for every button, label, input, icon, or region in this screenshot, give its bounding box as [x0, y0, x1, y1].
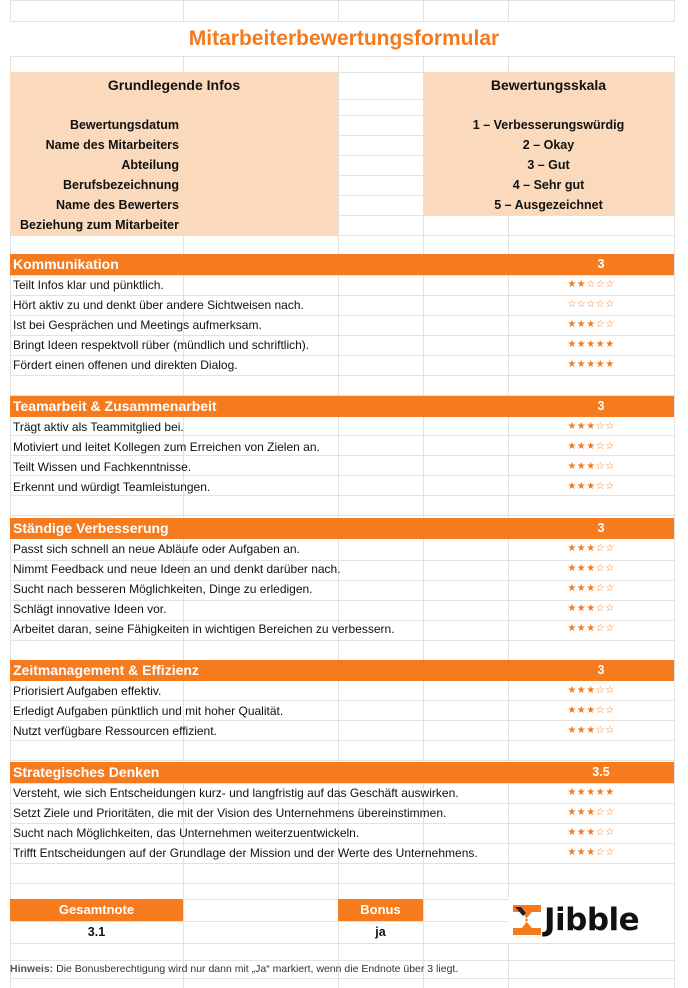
section-score: 3: [597, 521, 605, 535]
jibble-logo-icon: [510, 902, 544, 938]
star-rating[interactable]: ★★★☆☆: [567, 827, 615, 838]
hint-label: Hinweis:: [10, 963, 54, 975]
star-rating[interactable]: ★★★★★: [567, 787, 615, 798]
section-header: [10, 660, 674, 681]
basic-info-label: Name des Mitarbeiters: [10, 135, 183, 155]
section-title: Ständige Verbesserung: [13, 520, 169, 536]
star-rating[interactable]: ★★★☆☆: [567, 441, 615, 452]
star-rating[interactable]: ★★★☆☆: [567, 807, 615, 818]
section-title: Teamarbeit & Zusammenarbeit: [13, 398, 217, 414]
star-rating[interactable]: ★★★☆☆: [567, 563, 615, 574]
rating-scale-item: 2 – Okay: [423, 135, 674, 155]
section-header: [10, 518, 674, 539]
basic-info-label: Bewertungsdatum: [10, 115, 183, 135]
hint-text: Die Bonusberechtigung wird nur dann mit „Ja“ markiert, wenn die Endnote über 3 liegt.: [53, 963, 459, 975]
rating-scale-item: 3 – Gut: [423, 155, 674, 175]
criteria-item: Erledigt Aufgaben pünktlich und mit hoher Qualität.: [13, 704, 284, 718]
criteria-item: Arbeitet daran, seine Fähigkeiten in wichtigen Bereichen zu verbessern.: [13, 622, 395, 636]
star-rating[interactable]: ★★★☆☆: [567, 461, 615, 472]
rating-scale-spacer: [423, 99, 674, 115]
star-rating[interactable]: ★★★★★: [567, 359, 615, 370]
criteria-item: Bringt Ideen respektvoll rüber (mündlich und schriftlich).: [13, 338, 310, 352]
criteria-item: Nimmt Feedback und neue Ideen an und denkt darüber nach.: [13, 562, 341, 576]
rating-scale-header: Bewertungsskala: [423, 72, 674, 99]
section-score: 3: [597, 257, 605, 271]
basic-info-value-field[interactable]: [184, 135, 338, 155]
criteria-item: Priorisiert Aufgaben effektiv.: [13, 684, 162, 698]
star-rating[interactable]: ★★★☆☆: [567, 421, 615, 432]
basic-info-header: Grundlegende Infos: [10, 72, 338, 99]
criteria-item: Schlägt innovative Ideen vor.: [13, 602, 167, 616]
basic-info-value-field[interactable]: [184, 195, 338, 215]
jibble-logo: [508, 898, 674, 942]
star-rating[interactable]: ★★★☆☆: [567, 623, 615, 634]
hint-note: [10, 960, 674, 978]
basic-info-value-field[interactable]: [184, 175, 338, 195]
rating-scale-item: 5 – Ausgezeichnet: [423, 195, 674, 215]
basic-info-label: Name des Bewerters: [10, 195, 183, 215]
star-rating[interactable]: ★★★☆☆: [567, 725, 615, 736]
section-header: [10, 254, 674, 275]
criteria-item: Fördert einen offenen und direkten Dialog.: [13, 358, 238, 372]
section-score: 3: [597, 399, 605, 413]
criteria-item: Setzt Ziele und Prioritäten, die mit der Vision des Unternehmens übereinstimmen.: [13, 806, 447, 820]
star-rating[interactable]: ★★★☆☆: [567, 543, 615, 554]
criteria-item: Motiviert und leitet Kollegen zum Erreichen von Zielen an.: [13, 440, 320, 454]
star-rating[interactable]: ★★★★★: [567, 339, 615, 350]
criteria-item: Trägt aktiv als Teammitglied bei.: [13, 420, 184, 434]
criteria-item: Erkennt und würdigt Teamleistungen.: [13, 480, 211, 494]
star-rating[interactable]: ★★★☆☆: [567, 319, 615, 330]
rating-scale-item: 4 – Sehr gut: [423, 175, 674, 195]
bonus-header: Bonus: [338, 899, 423, 921]
total-grade-header: Gesamtnote: [10, 899, 183, 921]
section-header: [10, 762, 674, 783]
form-title: Mitarbeiterbewertungsformular: [0, 22, 688, 56]
rating-scale-item: 1 – Verbesserungswürdig: [423, 115, 674, 135]
star-rating[interactable]: ★★★☆☆: [567, 685, 615, 696]
criteria-item: Trifft Entscheidungen auf der Grundlage der Mission und der Werte des Unternehmens.: [13, 846, 478, 860]
star-rating[interactable]: ★★★☆☆: [567, 705, 615, 716]
basic-info-label: Berufsbezeichnung: [10, 175, 183, 195]
basic-info-label: Beziehung zum Mitarbeiter: [10, 215, 183, 235]
section-title: Zeitmanagement & Effizienz: [13, 662, 199, 678]
section-header: [10, 396, 674, 417]
criteria-item: Hört aktiv zu und denkt über andere Sichtweisen nach.: [13, 298, 304, 312]
star-rating[interactable]: ★★★☆☆: [567, 847, 615, 858]
basic-info-value-field[interactable]: [184, 215, 338, 235]
basic-info-spacer: [10, 99, 338, 115]
basic-info-label: Abteilung: [10, 155, 183, 175]
criteria-item: Teilt Wissen und Fachkenntnisse.: [13, 460, 192, 474]
basic-info-value-field[interactable]: [184, 155, 338, 175]
basic-info-value-field[interactable]: [184, 115, 338, 135]
criteria-item: Sucht nach besseren Möglichkeiten, Dinge zu erledigen.: [13, 582, 313, 596]
star-rating[interactable]: ☆☆☆☆☆: [567, 299, 615, 310]
section-title: Kommunikation: [13, 256, 119, 272]
criteria-item: Versteht, wie sich Entscheidungen kurz- und langfristig auf das Geschäft auswirken.: [13, 786, 459, 800]
criteria-item: Ist bei Gesprächen und Meetings aufmerksam.: [13, 318, 262, 332]
section-score: 3.5: [592, 765, 610, 779]
star-rating[interactable]: ★★★☆☆: [567, 603, 615, 614]
bonus-value: ja: [375, 925, 386, 939]
criteria-item: Passt sich schnell an neue Abläufe oder Aufgaben an.: [13, 542, 300, 556]
star-rating[interactable]: ★★★☆☆: [567, 583, 615, 594]
star-rating[interactable]: ★★★☆☆: [567, 481, 615, 492]
criteria-item: Sucht nach Möglichkeiten, das Unternehmen weiterzuentwickeln.: [13, 826, 360, 840]
total-grade-value: 3.1: [87, 925, 106, 939]
star-rating[interactable]: ★★☆☆☆: [567, 279, 615, 290]
criteria-item: Teilt Infos klar und pünktlich.: [13, 278, 164, 292]
criteria-item: Nutzt verfügbare Ressourcen effizient.: [13, 724, 217, 738]
jibble-logo-text: Jibble: [544, 902, 640, 938]
section-score: 3: [597, 663, 605, 677]
section-title: Strategisches Denken: [13, 764, 160, 780]
